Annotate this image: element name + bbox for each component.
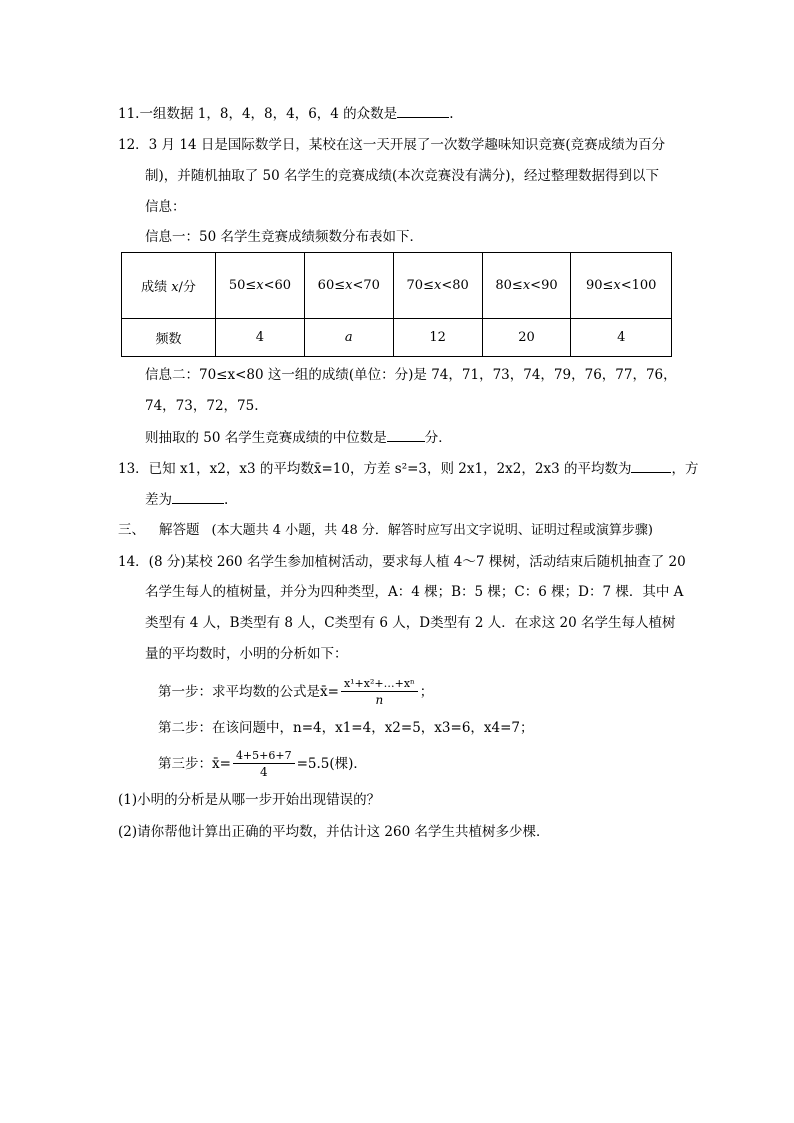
table-cell: 90≤x<100	[571, 253, 672, 319]
table-cell: 12	[393, 319, 482, 357]
question-12-line-3: 信息：	[145, 199, 186, 215]
table-row	[122, 253, 672, 319]
table-cell: 4	[216, 319, 305, 357]
mean-calc-fraction: $\frac{4+5+6+7}{4}$	[233, 749, 295, 780]
row-label: 频数	[122, 319, 216, 357]
answer-blank[interactable]	[631, 459, 671, 473]
step-two: 第二步：在该问题中，n=4，x1=4，x2=5，x3=6，x4=7；	[158, 720, 534, 736]
question-14-line-4: 量的平均数时，小明的分析如下：	[145, 646, 348, 662]
question-12-line-2: 制)，并随机抽取了 50 名学生的竞赛成绩(本次竞赛没有满分)，经过整理数据得到以下	[145, 168, 660, 184]
info-one: 信息一：50 名学生竞赛成绩频数分布表如下．	[145, 229, 423, 245]
question-13-line-1: 13．已知 x1，x2，x3 的平均数x̄=10，方差 s²=3，则 2x1，2x2，2x3 的平均数为 ，方	[118, 461, 699, 477]
table-row	[122, 319, 672, 357]
table-cell: 80≤x<90	[482, 253, 571, 319]
sub-question-2: (2)请你帮他计算出正确的平均数，并估计这 260 名学生共植树多少棵．	[118, 824, 550, 840]
question-11-text: 11.一组数据 1，8，4，8，4，6，4 的众数是	[118, 106, 398, 122]
question-11: 11.一组数据 1，8，4，8，4，6，4 的众数是 .	[118, 106, 454, 122]
table-cell: a	[304, 319, 393, 357]
table-cell: 60≤x<70	[304, 253, 393, 319]
question-13-line-2: 差为 .	[145, 492, 229, 508]
table-cell: 20	[482, 319, 571, 357]
answer-blank[interactable]	[172, 490, 224, 504]
table-cell: 4	[571, 319, 672, 357]
question-14-line-2: 名学生每人的植树量，并分为四种类型，A：4 棵；B：5 棵；C：6 棵；D：7 棵．其中 A	[145, 584, 684, 600]
frequency-table	[121, 252, 672, 357]
step-one: 第一步：求平均数的公式是x̄= $\frac{\text{x¹+x²+…+xⁿ}}{n}$ ；	[158, 677, 434, 707]
median-question: 则抽取的 50 名学生竞赛成绩的中位数是 分．	[145, 430, 452, 446]
section-heading: 三、 解答题 (本大题共 4 小题，共 48 分．解答时应写出文字说明、证明过程或演算步骤)	[118, 522, 653, 538]
answer-blank[interactable]	[387, 428, 425, 442]
info-two-line-1: 信息二：70≤x<80 这一组的成绩(单位：分)是 74，71，73，74，79，76，77，76，	[145, 367, 677, 383]
info-two-line-2: 74，73，72，75.	[145, 398, 259, 414]
mean-formula-fraction: $\frac{\text{x¹+x²+…+xⁿ}}{n}$	[341, 677, 418, 708]
header-label: 成绩 x/分	[122, 253, 216, 319]
question-12-line-1: 12．3 月 14 日是国际数学日，某校在这一天开展了一次数学趣味知识竞赛(竞赛成绩为百分	[118, 137, 666, 153]
table-cell: 50≤x<60	[216, 253, 305, 319]
table-cell: 70≤x<80	[393, 253, 482, 319]
sub-question-1: (1)小明的分析是从哪一步开始出现错误的？	[118, 792, 381, 808]
question-14-line-3: 类型有 4 人，B类型有 8 人，C类型有 6 人，D类型有 2 人．在求这 20 名学生每人植树	[145, 615, 676, 631]
question-14-line-1: 14．(8 分)某校 260 名学生参加植树活动，要求每人植 4～7 棵树，活动结束后随机抽查了 20	[118, 554, 686, 570]
step-three: 第三步：x̄= $\frac{4+5+6+7}{4}$ =5.5(棵)．	[158, 749, 367, 779]
answer-blank[interactable]	[397, 104, 449, 118]
